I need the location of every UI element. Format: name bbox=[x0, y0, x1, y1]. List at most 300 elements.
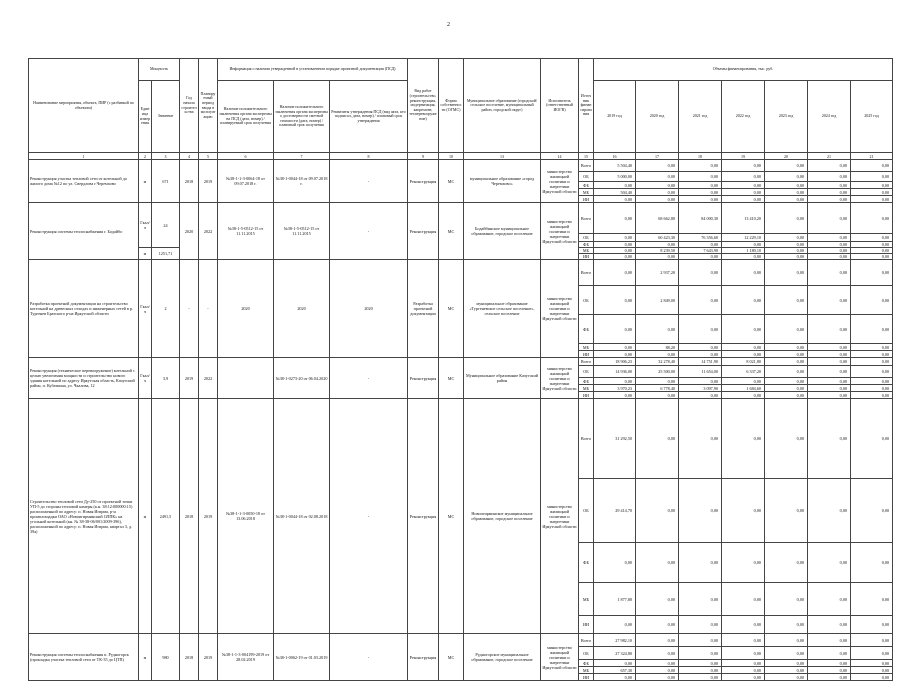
item-approval: - bbox=[330, 358, 408, 399]
funding-value: 0,00 bbox=[594, 196, 636, 203]
funding-source: ИИ bbox=[579, 674, 594, 681]
header-ownership: Форма собственности (ОГМС) bbox=[439, 59, 464, 153]
item-year-end: - bbox=[199, 260, 218, 358]
item-name: Реконструкция системы теплоснабжения г. Бодайбо bbox=[29, 203, 139, 260]
funding-value: 0,00 bbox=[808, 248, 851, 254]
funding-value: 0,00 bbox=[679, 647, 722, 660]
item-executor: министерство жилищной политики и энергетики Иркутской области bbox=[541, 203, 579, 260]
funding-value: 0,00 bbox=[594, 543, 636, 583]
item-cost-conclusion: №38-1-5-0512-15 от 11.11.2015 bbox=[274, 203, 330, 260]
funding-value: 0,00 bbox=[765, 315, 808, 344]
funding-source: ОБ bbox=[579, 479, 594, 543]
funding-value: 0,00 bbox=[594, 344, 636, 351]
funding-value: 0,00 bbox=[722, 667, 765, 674]
funding-source: МБ bbox=[579, 189, 594, 196]
item-psd-conclusion: №38-1-1-3-004199-2019 от 28.02.2019 bbox=[218, 634, 274, 681]
item-cost-conclusion: №38-1-0044-18 от 09.07.2018 г. bbox=[274, 160, 330, 203]
item-ownership: МС bbox=[439, 203, 464, 260]
funding-value: 0,00 bbox=[722, 543, 765, 583]
funding-value: 0,00 bbox=[722, 182, 765, 189]
funding-value: 5 000,00 bbox=[594, 172, 636, 182]
header-psd-conclusion: Наличие положительного заключения органа экспертизы на ПСД (дата, номер) / планируемый срок получения bbox=[218, 81, 274, 153]
item-approval: 2020 bbox=[330, 260, 408, 358]
funding-value: 0,00 bbox=[851, 315, 893, 344]
funding-value: 0,00 bbox=[851, 189, 893, 196]
funding-source: ОБ bbox=[579, 647, 594, 660]
funding-value: 0,00 bbox=[808, 399, 851, 479]
funding-source: ФБ bbox=[579, 182, 594, 189]
funding-value: 0,00 bbox=[679, 196, 722, 203]
funding-value: 0,00 bbox=[808, 667, 851, 674]
item-work-type: Реконструкция bbox=[408, 634, 439, 681]
header-year: 2023 год bbox=[765, 81, 808, 153]
funding-value: 8 239,50 bbox=[636, 248, 679, 254]
funding-value: 0,00 bbox=[765, 254, 808, 260]
funding-value: 0,00 bbox=[679, 286, 722, 315]
funding-value: 0,00 bbox=[594, 260, 636, 286]
funding-value: 3 970,23 bbox=[594, 385, 636, 392]
funding-value: 0,00 bbox=[679, 254, 722, 260]
item-year-end: 2022 bbox=[199, 203, 218, 260]
funding-source: ФБ bbox=[579, 242, 594, 248]
funding-value: 0,00 bbox=[808, 286, 851, 315]
funding-value: 0,00 bbox=[636, 674, 679, 681]
funding-value: 0,00 bbox=[808, 203, 851, 234]
funding-value: 0,00 bbox=[808, 254, 851, 260]
funding-value: 0,00 bbox=[808, 616, 851, 634]
funding-value: 0,00 bbox=[679, 634, 722, 647]
item-year-end: 2019 bbox=[199, 160, 218, 203]
column-index: 10 bbox=[439, 153, 464, 160]
funding-source: МБ bbox=[579, 344, 594, 351]
funding-value: 0,00 bbox=[851, 182, 893, 189]
header-year-start: Год начала строительства bbox=[180, 59, 199, 153]
funding-value: 7 643,90 bbox=[679, 248, 722, 254]
item-value: 2491,5 bbox=[152, 399, 180, 634]
funding-value: 0,00 bbox=[808, 189, 851, 196]
funding-value: 0,00 bbox=[765, 634, 808, 647]
header-unit: Единица измерения bbox=[139, 81, 152, 153]
funding-value: 0,00 bbox=[594, 378, 636, 385]
funding-value: 0,00 bbox=[679, 667, 722, 674]
funding-source: ИИ bbox=[579, 351, 594, 358]
item-municipality: Бодайбинское муниципальное образование, городское поселение bbox=[464, 203, 541, 260]
funding-value: 0,00 bbox=[594, 351, 636, 358]
header-executor: Исполнитель (ответственный ИОГВ) bbox=[541, 59, 579, 153]
item-psd-conclusion: №38-1-1-3-0064-18 от 09.07.2018 г. bbox=[218, 160, 274, 203]
table-row bbox=[29, 358, 893, 366]
funding-source: Всего bbox=[579, 634, 594, 647]
item-unit: м bbox=[139, 634, 152, 681]
column-index: 3 bbox=[152, 153, 180, 160]
funding-value: 0,00 bbox=[808, 647, 851, 660]
item-year-start: 2018 bbox=[180, 399, 199, 634]
column-index: 20 bbox=[765, 153, 808, 160]
funding-value: 0,00 bbox=[808, 674, 851, 681]
item-year-end: 2019 bbox=[199, 634, 218, 681]
column-index: 16 bbox=[594, 153, 636, 160]
funding-value: 0,00 bbox=[722, 286, 765, 315]
funding-value: 0,00 bbox=[594, 616, 636, 634]
funding-value: 0,00 bbox=[722, 392, 765, 399]
column-index: 4 bbox=[180, 153, 199, 160]
funding-value: 0,00 bbox=[851, 196, 893, 203]
column-index: 13 bbox=[464, 153, 541, 160]
item-ownership: МС bbox=[439, 160, 464, 203]
item-cost-conclusion: №38-1-0062-19 от 01.03.2019 bbox=[274, 634, 330, 681]
funding-value: 2 849,00 bbox=[636, 286, 679, 315]
funding-value: 0,00 bbox=[679, 479, 722, 543]
funding-source: ФБ bbox=[579, 315, 594, 344]
funding-value: 12 229,10 bbox=[722, 234, 765, 242]
funding-value: 88,20 bbox=[636, 344, 679, 351]
funding-value: 0,00 bbox=[594, 234, 636, 242]
funding-value: 0,00 bbox=[679, 660, 722, 667]
funding-source: ИИ bbox=[579, 616, 594, 634]
funding-value: 0,00 bbox=[808, 543, 851, 583]
funding-value: 0,00 bbox=[851, 479, 893, 543]
item-cost-conclusion: №38-1-0273-20 от 06.04.2020 bbox=[274, 358, 330, 399]
funding-value: 0,00 bbox=[765, 543, 808, 583]
funding-value: 0,00 bbox=[679, 674, 722, 681]
funding-value: 0,00 bbox=[808, 385, 851, 392]
funding-value: 0,00 bbox=[851, 366, 893, 378]
funding-value: 0,00 bbox=[636, 583, 679, 616]
header-year: 2025 год bbox=[851, 81, 893, 153]
item-municipality: Рудногорское муниципальное образование, городское поселение bbox=[464, 634, 541, 681]
funding-value: 0,00 bbox=[808, 358, 851, 366]
funding-value: 504,40 bbox=[594, 189, 636, 196]
funding-value: 13 410,20 bbox=[722, 203, 765, 234]
funding-value: 14 751,90 bbox=[679, 358, 722, 366]
item-municipality: Новоигирминское муниципальное образование, городское поселение bbox=[464, 399, 541, 634]
funding-value: 0,00 bbox=[851, 634, 893, 647]
item-psd-conclusion: №38-1-1-3-0050-18 от 13.06.2018 bbox=[218, 399, 274, 634]
funding-value: 0,00 bbox=[679, 616, 722, 634]
item-unit: м bbox=[139, 160, 152, 203]
funding-source: Всего bbox=[579, 260, 594, 286]
funding-value: 0,00 bbox=[808, 172, 851, 182]
column-index: 18 bbox=[679, 153, 722, 160]
funding-value: 5 504,40 bbox=[594, 160, 636, 172]
funding-value: 0,00 bbox=[594, 242, 636, 248]
funding-value: 0,00 bbox=[722, 189, 765, 196]
funding-source: ОБ bbox=[579, 366, 594, 378]
funding-value: 0,00 bbox=[765, 392, 808, 399]
funding-value: 0,00 bbox=[722, 616, 765, 634]
funding-value: 0,00 bbox=[679, 189, 722, 196]
column-index: 5 bbox=[199, 153, 218, 160]
column-index: 7 bbox=[274, 153, 330, 160]
table-row bbox=[29, 160, 893, 172]
funding-value: 0,00 bbox=[636, 667, 679, 674]
header-approval: Реквизиты утверждения ПСД (вид акта, кто подписал, дата, номер) / плановый срок утверждения bbox=[330, 81, 408, 153]
header-year: 2020 год bbox=[636, 81, 679, 153]
funding-value: 0,00 bbox=[722, 260, 765, 286]
funding-value: 0,00 bbox=[636, 378, 679, 385]
item-year-start: 2018 bbox=[180, 160, 199, 203]
column-index: 21 bbox=[851, 153, 893, 160]
funding-value: 0,00 bbox=[808, 378, 851, 385]
funding-value: 0,00 bbox=[851, 667, 893, 674]
column-index: 14 bbox=[541, 153, 579, 160]
item-year-start: 2018 bbox=[180, 634, 199, 681]
column-index: 15 bbox=[579, 153, 594, 160]
funding-value: 0,00 bbox=[851, 160, 893, 172]
item-cost-conclusion: №38-1-0044-18 от 02.08.2018 bbox=[274, 399, 330, 634]
item-ownership: МС bbox=[439, 634, 464, 681]
funding-value: 0,00 bbox=[679, 344, 722, 351]
funding-value: 0,00 bbox=[851, 392, 893, 399]
item-year-end: 2022 bbox=[199, 358, 218, 399]
funding-value: 0,00 bbox=[851, 660, 893, 667]
header-year: 2019 год bbox=[594, 81, 636, 153]
funding-value: 0,00 bbox=[765, 286, 808, 315]
funding-value: 0,00 bbox=[851, 254, 893, 260]
item-approval: - bbox=[330, 399, 408, 634]
funding-value: 29 414,70 bbox=[594, 479, 636, 543]
item-value: 2 bbox=[152, 260, 180, 358]
funding-value: 0,00 bbox=[851, 358, 893, 366]
header-municipality: Муниципальное образование (городской/сельское поселение, муниципальный район, городской округ) bbox=[464, 59, 541, 153]
item-ownership: МС bbox=[439, 358, 464, 399]
item-name: Реконструкция участка тепловой сети от котельной до жилого дома №12 по ул. Свердлова г.Черемхово bbox=[29, 160, 139, 203]
table-row bbox=[29, 399, 893, 479]
item-municipality: Муниципальное образование Качугский район bbox=[464, 358, 541, 399]
funding-value: 0,00 bbox=[679, 315, 722, 344]
item-name: Реконструкция (техническое перевооружение) котельной с целью увеличения мощности и строительство нового здания котельной по адресу Иркутская область, Качугский район, п. Кубаткина, ул. Чкалова, 12 bbox=[29, 358, 139, 399]
item-executor: министерство жилищной политики и энергетики Иркутской области bbox=[541, 160, 579, 203]
header-value: Значение bbox=[152, 81, 180, 153]
funding-value: 0,00 bbox=[851, 351, 893, 358]
funding-value: 2 937,20 bbox=[636, 260, 679, 286]
funding-value: 0,00 bbox=[722, 634, 765, 647]
table-row bbox=[29, 260, 893, 286]
header-name: Наименование мероприятия, объекта, ПИР (с разбивкой по объектам) bbox=[29, 59, 139, 153]
item-value: 671 bbox=[152, 160, 180, 203]
funding-value: 0,00 bbox=[594, 254, 636, 260]
funding-value: 0,00 bbox=[679, 160, 722, 172]
funding-value: 3 097,90 bbox=[679, 385, 722, 392]
funding-value: 0,00 bbox=[679, 378, 722, 385]
funding-source: ИИ bbox=[579, 392, 594, 399]
funding-value: 0,00 bbox=[851, 260, 893, 286]
funding-value: 0,00 bbox=[594, 315, 636, 344]
funding-source: ФБ bbox=[579, 543, 594, 583]
column-index: 8 bbox=[330, 153, 408, 160]
funding-value: 31 292,50 bbox=[594, 399, 636, 479]
funding-value: 0,00 bbox=[636, 616, 679, 634]
funding-value: 18 906,23 bbox=[594, 358, 636, 366]
item-executor: министерство жилищной политики и энергетики Иркутской области bbox=[541, 260, 579, 358]
funding-source: МБ bbox=[579, 385, 594, 392]
item-year-start: - bbox=[180, 260, 199, 358]
item-name: Реконструкция системы теплоснабжения п. Рудногорск (прокладка участка тепловой сети от ТК-35 до ЦТП) bbox=[29, 634, 139, 681]
funding-value: 0,00 bbox=[636, 189, 679, 196]
funding-value: 0,00 bbox=[851, 583, 893, 616]
funding-value: 657,30 bbox=[594, 667, 636, 674]
funding-value: 0,00 bbox=[851, 385, 893, 392]
funding-source: Всего bbox=[579, 358, 594, 366]
item-year-start: 2020 bbox=[180, 203, 199, 260]
funding-value: 0,00 bbox=[679, 351, 722, 358]
funding-value: 0,00 bbox=[636, 543, 679, 583]
funding-value: 0,00 bbox=[851, 203, 893, 234]
column-index: 6 bbox=[218, 153, 274, 160]
funding-value: 0,00 bbox=[808, 344, 851, 351]
item-executor: министерство жилищной политики и энергетики Иркутской области bbox=[541, 358, 579, 399]
header-capacity: Мощность bbox=[139, 59, 180, 81]
funding-value: 0,00 bbox=[636, 315, 679, 344]
funding-value: 0,00 bbox=[765, 667, 808, 674]
funding-source: ОБ bbox=[579, 234, 594, 242]
funding-value: 0,00 bbox=[636, 182, 679, 189]
header-work-type: Вид работ (строительство, реконструкция, модернизация, капремонт, техперевооружение) bbox=[408, 59, 439, 153]
funding-value: 0,00 bbox=[679, 392, 722, 399]
item-work-type: Реконструкция bbox=[408, 358, 439, 399]
funding-value: 0,00 bbox=[808, 182, 851, 189]
funding-value: 60 423,30 bbox=[636, 234, 679, 242]
item-municipality: муниципальное образование «Тургеневское сельское поселение», сельское поселение bbox=[464, 260, 541, 358]
funding-value: 0,00 bbox=[636, 351, 679, 358]
column-index: 9 bbox=[408, 153, 439, 160]
item-approval: - bbox=[330, 203, 408, 260]
table-row bbox=[29, 634, 893, 647]
funding-value: 0,00 bbox=[765, 378, 808, 385]
funding-source: ИИ bbox=[579, 196, 594, 203]
funding-source: ФБ bbox=[579, 378, 594, 385]
header-cost-conclusion: Наличие положительного заключения органа экспертизы о достоверности сметной стоимости (дата, номер) / плановый срок получения bbox=[274, 81, 330, 153]
item-name: Строительство тепловой сети Ду-250 от проектной точки УП-5 до стороны тепловой камеры (к.н. 38:12:000000:15) расположенной по адресу: п. Новая Игирма, р-н промплощадки ОАО «Новоигирминский ОЛПК» на угольной котельной (кн. № 38-38-06/001/2009-396), расположенной по адресу: п. Новая Игирма, квартал 3, д. 39а) bbox=[29, 399, 139, 634]
funding-value: 0,00 bbox=[808, 660, 851, 667]
funding-value: 76 356,60 bbox=[679, 234, 722, 242]
header-year-end: Планируемый период ввода в эксплуатацию bbox=[199, 59, 218, 153]
funding-value: 0,00 bbox=[765, 358, 808, 366]
funding-value: 8 021,80 bbox=[722, 358, 765, 366]
funding-value: 0,00 bbox=[765, 234, 808, 242]
funding-value: 0,00 bbox=[851, 172, 893, 182]
funding-value: 25 500,00 bbox=[636, 366, 679, 378]
funding-value: 0,00 bbox=[679, 543, 722, 583]
item-unit: м bbox=[139, 399, 152, 634]
funding-source: ОБ bbox=[579, 172, 594, 182]
funding-value: 0,00 bbox=[722, 242, 765, 248]
funding-value: 0,00 bbox=[808, 242, 851, 248]
funding-value: 0,00 bbox=[808, 351, 851, 358]
funding-value: 0,00 bbox=[851, 234, 893, 242]
funding-value: 0,00 bbox=[636, 392, 679, 399]
funding-source: Всего bbox=[579, 399, 594, 479]
funding-value: 0,00 bbox=[722, 254, 765, 260]
item-work-type: Разработка проектной документации bbox=[408, 260, 439, 358]
funding-value: 0,00 bbox=[679, 182, 722, 189]
funding-value: 0,00 bbox=[636, 634, 679, 647]
funding-value: 0,00 bbox=[636, 647, 679, 660]
funding-value: 0,00 bbox=[722, 674, 765, 681]
funding-value: 0,00 bbox=[851, 399, 893, 479]
funding-value: 0,00 bbox=[594, 203, 636, 234]
funding-value: 0,00 bbox=[679, 172, 722, 182]
funding-source: МБ bbox=[579, 667, 594, 674]
funding-value: 0,00 bbox=[808, 260, 851, 286]
funding-value: 0,00 bbox=[722, 351, 765, 358]
funding-value: 0,00 bbox=[679, 242, 722, 248]
funding-value: 0,00 bbox=[722, 479, 765, 543]
funding-value: 0,00 bbox=[851, 616, 893, 634]
funding-value: 0,00 bbox=[808, 634, 851, 647]
item-unit-secondary: м bbox=[139, 248, 152, 260]
funding-value: 0,00 bbox=[765, 189, 808, 196]
funding-value: 1 684,60 bbox=[722, 385, 765, 392]
funding-value: 0,00 bbox=[851, 248, 893, 254]
funding-value: 0,00 bbox=[808, 392, 851, 399]
funding-value: 0,00 bbox=[722, 378, 765, 385]
header-year: 2024 год bbox=[808, 81, 851, 153]
funding-value: 0,00 bbox=[679, 260, 722, 286]
item-approval: - bbox=[330, 160, 408, 203]
header-psd-group: Информация о наличии утвержденной в установленном порядке проектной документации (ПСД) bbox=[218, 59, 408, 81]
item-value-secondary: 1251,71 bbox=[152, 248, 180, 260]
funding-value: 0,00 bbox=[722, 660, 765, 667]
column-index: 21 bbox=[808, 153, 851, 160]
funding-value: 0,00 bbox=[765, 196, 808, 203]
funding-value: 0,00 bbox=[722, 344, 765, 351]
column-index: 17 bbox=[636, 153, 679, 160]
funding-value: 0,00 bbox=[636, 399, 679, 479]
funding-value: 0,00 bbox=[765, 583, 808, 616]
funding-value: 0,00 bbox=[765, 344, 808, 351]
item-value: 24 bbox=[152, 203, 180, 248]
funding-value: 0,00 bbox=[808, 234, 851, 242]
funding-value: 0,00 bbox=[808, 196, 851, 203]
funding-value: 27 324,80 bbox=[594, 647, 636, 660]
funding-value: 0,00 bbox=[679, 399, 722, 479]
funding-value: 0,00 bbox=[636, 172, 679, 182]
funding-value: 0,00 bbox=[722, 196, 765, 203]
funding-value: 0,00 bbox=[765, 203, 808, 234]
item-ownership: МС bbox=[439, 399, 464, 634]
column-index: 2 bbox=[139, 153, 152, 160]
funding-value: 0,00 bbox=[765, 647, 808, 660]
funding-source: Всего bbox=[579, 203, 594, 234]
funding-value: 0,00 bbox=[765, 242, 808, 248]
funding-value: 27 982,10 bbox=[594, 634, 636, 647]
item-year-end: 2019 bbox=[199, 399, 218, 634]
funding-value: 0,00 bbox=[636, 196, 679, 203]
item-name: Разработка проектной документации на строительство котельной на древесных отходах и инженерных сетей в р. Тургенев Братского р-на Иркутской области bbox=[29, 260, 139, 358]
funding-value: 0,00 bbox=[594, 660, 636, 667]
funding-value: 0,00 bbox=[765, 479, 808, 543]
funding-value: 0,00 bbox=[722, 399, 765, 479]
table-row bbox=[29, 203, 893, 234]
funding-value: 0,00 bbox=[765, 366, 808, 378]
funding-value: 1 877,80 bbox=[594, 583, 636, 616]
item-unit: Гкал/ч bbox=[139, 203, 152, 248]
funding-value: 0,00 bbox=[679, 583, 722, 616]
funding-value: 68 662,80 bbox=[636, 203, 679, 234]
funding-value: 32 278,40 bbox=[636, 358, 679, 366]
funding-source: ОБ bbox=[579, 286, 594, 315]
funding-value: 6 337,20 bbox=[722, 366, 765, 378]
funding-value: 0,00 bbox=[594, 248, 636, 254]
funding-value: 0,00 bbox=[594, 182, 636, 189]
item-psd-conclusion: №38-1-5-0512-15 от 11.11.2015 bbox=[218, 203, 274, 260]
header-financing-group: Объемы финансирования, тыс. руб. bbox=[594, 59, 893, 81]
funding-value: 0,00 bbox=[765, 248, 808, 254]
funding-value: 0,00 bbox=[765, 399, 808, 479]
funding-value: 0,00 bbox=[594, 392, 636, 399]
financing-table bbox=[28, 58, 893, 681]
